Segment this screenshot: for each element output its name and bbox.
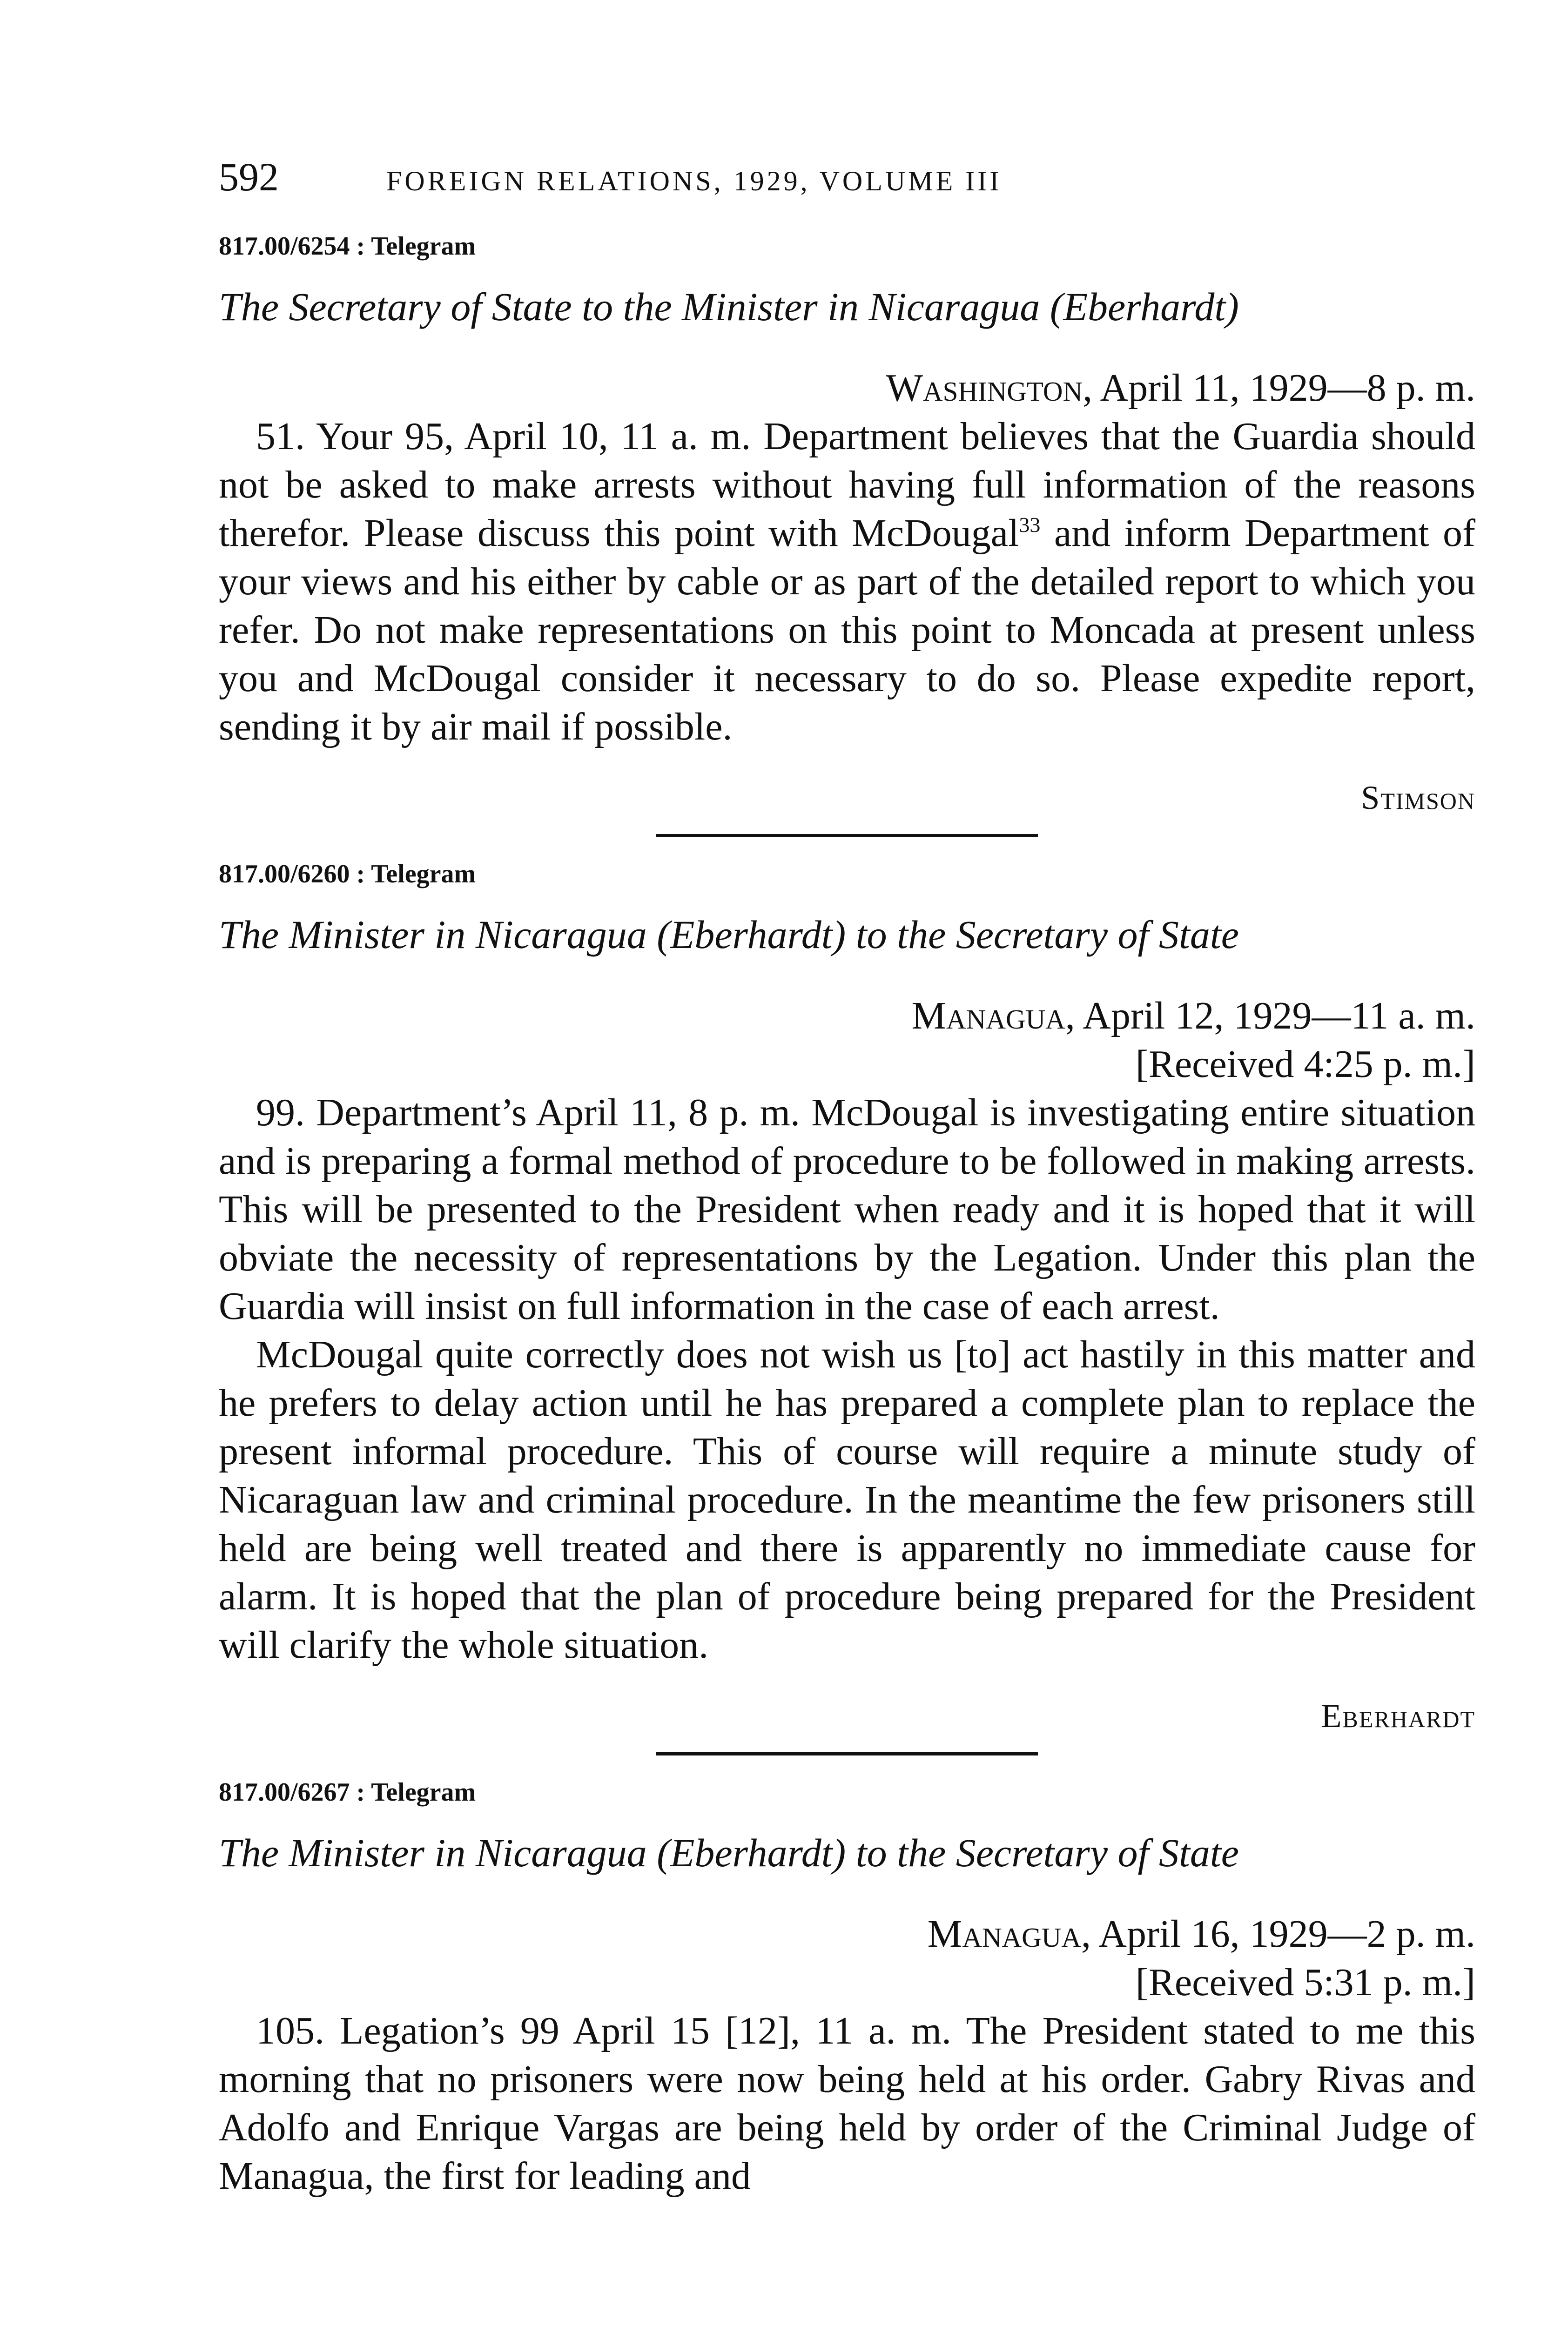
paragraph-text: 51. Your 95, April 10, 11 a. m. Department believes that the Guardia should not be asked to make arrests without having full information of the reasons therefor. Please discuss this point with McDougal xyxy=(219,415,1475,555)
paragraph xyxy=(219,412,1475,751)
dateline-place: Managua, xyxy=(911,994,1075,1037)
dateline-place: Managua, xyxy=(927,1912,1091,1956)
document-title: The Secretary of State to the Minister in Nicaragua (Eberhardt) xyxy=(219,284,1239,329)
received-note: [Received 5:31 p. m.] xyxy=(1135,1961,1475,2004)
section-divider xyxy=(656,834,1038,837)
document-reference: 817.00/6260 : Telegram xyxy=(219,860,476,888)
document-title: The Minister in Nicaragua (Eberhardt) to the Secretary of State xyxy=(219,912,1239,957)
document-page xyxy=(219,154,1475,2200)
document-3 xyxy=(219,1776,1475,2200)
received-note: [Received 4:25 p. m.] xyxy=(1135,1042,1475,1086)
footnote-reference: 33 xyxy=(1019,513,1041,537)
dateline xyxy=(219,1910,1475,1958)
running-head: FOREIGN RELATIONS, 1929, VOLUME III xyxy=(386,166,1002,196)
document-reference: 817.00/6267 : Telegram xyxy=(219,1778,476,1807)
dateline-date: April 11, 1929—8 p. m. xyxy=(1092,366,1475,410)
document-1 xyxy=(219,230,1475,821)
document-reference: 817.00/6254 : Telegram xyxy=(219,232,476,261)
dateline-place: Washington, xyxy=(886,366,1093,410)
signature: Eberhardt xyxy=(1321,1697,1475,1735)
paragraph: McDougal quite correctly does not wish us [to] act hastily in this matter and he prefers to delay action until he has prepared a complete plan to replace the present informal procedure. This of course will require a minute study of Nicaraguan law and criminal procedure. In the meantime the few prisoners still held are being well treated and there is apparently no immediate cause for alarm. It is hoped that the plan of procedure being prepared for the President will clarify the whole situation. xyxy=(219,1333,1475,1667)
page-number: 592 xyxy=(219,155,279,199)
paragraph-text-continued: and inform Department of your views and his either by cable or as part of the detailed report to which you refer. Do not make representations on this point to Moncada at present unless you and McDougal consider it necessary to do so. Please expedite report, sending it by air mail if possible. xyxy=(219,511,1476,748)
page-header xyxy=(219,154,1475,209)
paragraph: 105. Legation’s 99 April 15 [12], 11 a. m. The President stated to me this morning that no prisoners were now being held at his order. Gabry Rivas and Adolfo and Enrique Vargas are being held by order of the Criminal Judge of Managua, the first for leading and xyxy=(219,2009,1475,2198)
section-divider xyxy=(656,1752,1038,1755)
dateline-date: April 16, 1929—2 p. m. xyxy=(1090,1912,1475,1956)
signature: Stimson xyxy=(1361,779,1475,816)
document-2 xyxy=(219,858,1475,1739)
dateline xyxy=(219,364,1475,412)
dateline xyxy=(219,992,1475,1040)
paragraph: 99. Department’s April 11, 8 p. m. McDougal is investigating entire situation and is preparing a formal method of procedure to be followed in making arrests. This will be presented to the President when ready and it is hoped that it will obviate the necessity of representations by the Legation. Under this plan the Guardia will insist on full information in the case of each arrest. xyxy=(219,1091,1475,1328)
dateline-date: April 12, 1929—11 a. m. xyxy=(1075,994,1475,1037)
document-title: The Minister in Nicaragua (Eberhardt) to the Secretary of State xyxy=(219,1830,1239,1875)
